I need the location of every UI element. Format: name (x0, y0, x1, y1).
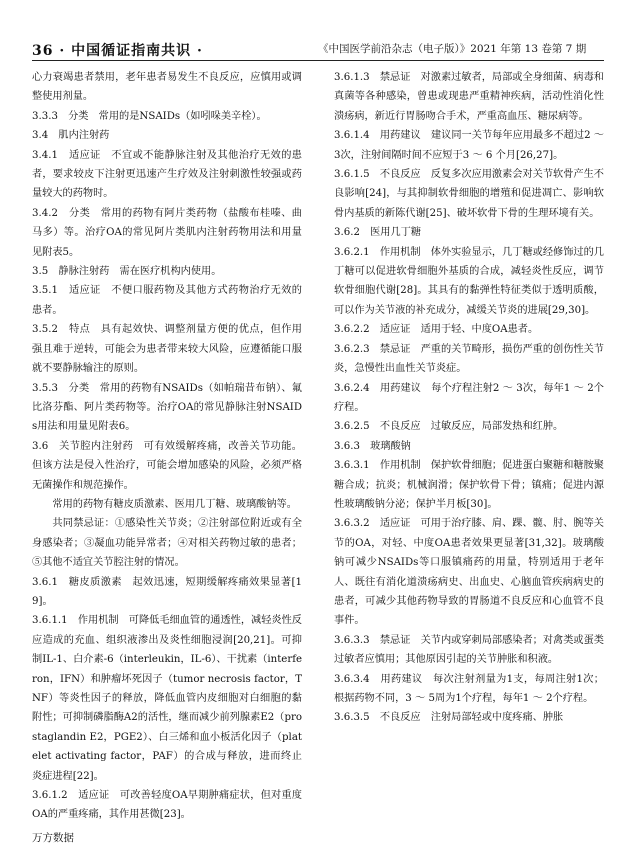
paragraph: 3.5.2 特点 具有起效快、调整剂量方便的优点，但作用强且难于逆转，可能会为患者带来较大风险，应遵循能口服就不要静脉输注的原则。 (32, 324, 302, 375)
paragraph: 3.3.3 分类 常用的是NSAIDs（如吲哚美辛栓）。 (32, 110, 267, 122)
paragraph: 3.5.3 分类 常用的药物有NSAIDs（如帕瑞昔布钠）、氟比洛芬酯、阿片类药物等。治疗OA的常见静脉注射NSAIDs用法和用量见附表6。 (32, 382, 302, 433)
paragraph: 3.6.2.3 禁忌证 严重的关节畸形，损伤严重的创伤性关节炎，急慢性出血性关节炎症。 (334, 343, 604, 375)
running-header-right: 《中国医学前沿杂志（电子版）》2021 年第 13 卷第 7 期 (318, 43, 587, 55)
paragraph: 3.6.1.4 用药建议 建议同一关节每年应用最多不超过2 ～ 3次，注射间隔时间不应短于3 ～ 6 个月[26,27]。 (334, 130, 604, 161)
paragraph: 共同禁忌证：①感染性关节炎；②注射部位附近或有全身感染者；③凝血功能异常者；④对相关药物过敏的患者；⑤其他不适宜关节腔注射的情况。 (32, 518, 302, 569)
paragraph: 3.4.2 分类 常用的药物有阿片类药物（盐酸布桂嗪、曲马多）等。治疗OA的常见阿片类肌内注射药物用法和用量见附表5。 (32, 207, 302, 258)
right-column (334, 68, 604, 728)
paragraph: 3.4.1 适应证 不宜或不能静脉注射及其他治疗无效的患者，要求较皮下注射更迅速产生疗效及注射刺激性较强或药量较大的药物时。 (32, 149, 302, 200)
paragraph: 常用的药物有糖皮质激素、医用几丁糖、玻璃酸钠等。 (52, 498, 297, 510)
paragraph: 3.6.1.2 适应证 可改善轻度OA早期肿痛症状，但对重度OA的严重疼痛，其作用甚微[23]。 (32, 790, 302, 821)
paragraph: 3.6.1.1 作用机制 可降低毛细血管的通透性，减轻炎性反应造成的充血、组织液渗出及炎性细胞浸润[20,21]。可抑制IL-1、白介素-6（interleukin，IL-6）、干扰素（interferon，IFN）和肿瘤坏死因子（tumor necrosis factor，TNF）等炎性因子的释放，降低血管内皮细胞对白细胞的黏附性；可抑制磷脂酶A2的活性，继而减少前列腺素E2（prostaglandin E2，PGE2）、白三烯和血小板活化因子（platelet activating factor，PAF）的合成与释放，进而终止炎症进程[22]。 (32, 615, 302, 782)
journal-section-title: · 中国循证指南共识 · (59, 43, 203, 59)
paragraph: 3.6.3.5 不良反应 注射局部轻或中度疼痛、肿胀 (334, 712, 564, 724)
paragraph: 心力衰竭患者禁用，老年患者易发生不良反应，应慎用或调整使用剂量。 (32, 72, 302, 103)
paragraph: 3.6 关节腔内注射药 可有效缓解疼痛，改善关节功能。但该方法是侵入性治疗，可能会增加感染的风险，必须严格无菌操作和规范操作。 (32, 440, 302, 491)
paragraph: 3.6.2.1 作用机制 体外实验显示，几丁糖或经修饰过的几丁糖可以促进软骨细胞外基质的合成，减轻炎性反应，调节软骨细胞代谢[28]。其具有的黏弹性特征类似于透明质酸，可以作为关节液的补充成分，减缓关节炎的进展[29,30]。 (334, 246, 604, 316)
paragraph: 3.6.3.2 适应证 可用于治疗膝、肩、踝、髋、肘、腕等关节的OA，对轻、中度OA患者效果更显著[31,32]。玻璃酸钠可减少NSAIDs等口服镇痛药的用量，特别适用于老年人、既往有消化道溃疡病史、出血史、心脑血管疾病病史的患者，可减少其他药物导致的胃肠道不良反应和心血管不良事件。 (334, 518, 604, 627)
paragraph: 3.6.2.4 用药建议 每个疗程注射2 ～ 3次，每年1 ～ 2个疗程。 (334, 382, 604, 413)
paragraph: 3.6.3 玻璃酸钠 (334, 440, 411, 452)
paragraph: 3.6.1.5 不良反应 反复多次应用激素会对关节软骨产生不良影响[24]，与其抑制软骨细胞的增殖和促进凋亡、影响软骨内基质的新陈代谢[25]、破坏软骨下骨的生理环境有关。 (334, 169, 604, 219)
paragraph: 3.6.3.1 作用机制 保护软骨细胞；促进蛋白聚糖和糖胺聚糖合成；抗炎；机械润滑；保护软骨下骨；镇痛；促进内源性玻璃酸钠分泌；保护半月板[30]。 (334, 460, 604, 510)
paragraph: 3.5.1 适应证 不便口服药物及其他方式药物治疗无效的患者。 (32, 285, 302, 316)
paragraph: 3.6.1 糖皮质激素 起效迅速，短期缓解疼痛效果显著[19]。 (32, 576, 302, 607)
paragraph: 3.4 肌内注射药 (32, 130, 110, 142)
paragraph: 3.6.3.3 禁忌证 关节内或穿刺局部感染者；对禽类或蛋类过敏者应慎用；其他原因引起的关节肿胀和积液。 (334, 634, 604, 666)
paragraph: 3.6.2 医用几丁糖 (334, 227, 422, 239)
paragraph: 3.6.1.3 禁忌证 对激素过敏者，局部或全身细菌、病毒和真菌等各种感染，曾患或现患严重精神疾病，活动性消化性溃疡病，新近行胃肠吻合手术，严重高血压、糖尿病等。 (334, 72, 604, 122)
paragraph: 3.6.2.5 不良反应 过敏反应，局部发热和红肿。 (334, 421, 564, 433)
footer-watermark: 万方数据 (32, 832, 74, 844)
paragraph: 3.5 静脉注射药 需在医疗机构内使用。 (32, 266, 222, 278)
paragraph: 3.6.3.4 用药建议 每次注射剂量为1支，每周注射1次；根据药物不同，3 ～ 5周为1个疗程，每年1 ～ 2个疗程。 (334, 673, 604, 704)
running-header-left (32, 40, 203, 60)
page-number: 36 (32, 43, 54, 59)
paragraph: 3.6.2.2 适应证 适用于轻、中度OA患者。 (334, 324, 539, 336)
header-rule (32, 60, 604, 61)
left-column (32, 68, 302, 825)
